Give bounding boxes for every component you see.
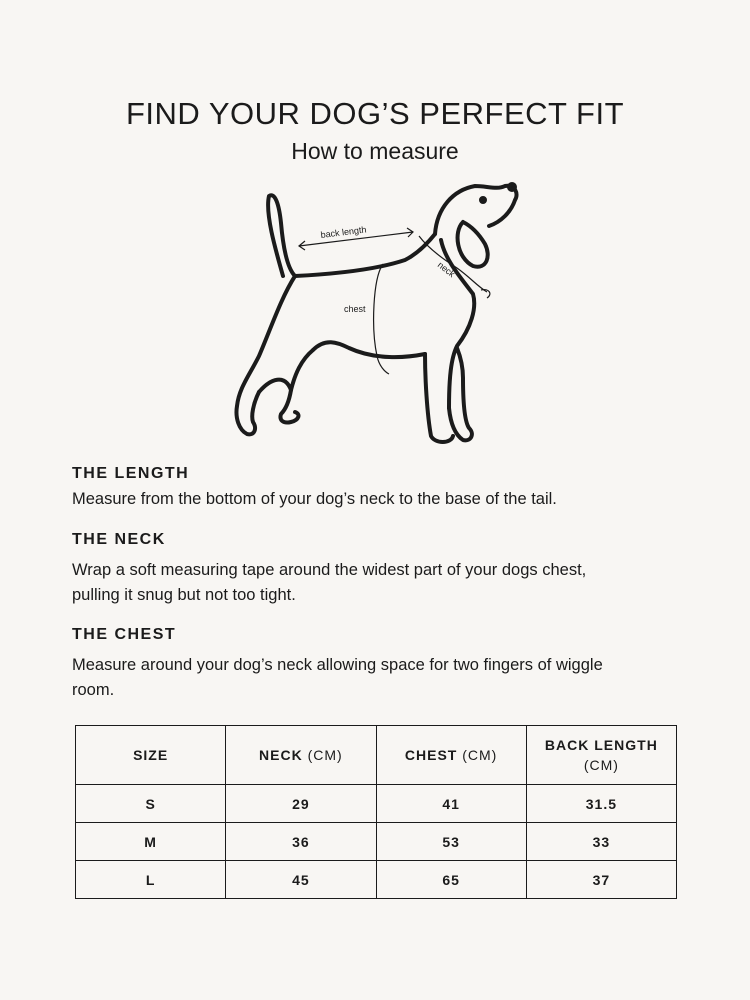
chest-cell: 41 [376, 785, 526, 823]
back-length-cell: 33 [526, 823, 676, 861]
header-chest [376, 726, 526, 785]
section-neck [72, 531, 632, 608]
header-unit: (CM) [462, 747, 498, 763]
back-length-cell: 37 [526, 861, 676, 899]
header-back-length [526, 726, 676, 785]
dog-tail [268, 195, 295, 276]
table-row [76, 823, 677, 861]
back-length-label: back length [320, 224, 367, 240]
dog-hind-leg [236, 276, 295, 434]
header-size [76, 726, 226, 785]
section-length [72, 465, 632, 512]
dog-belly [313, 342, 425, 357]
section-body: Measure from the bottom of your dog’s neck to the base of the tail. [72, 490, 557, 508]
header-label: BACK LENGTH [544, 737, 658, 753]
section-body: Wrap a soft measuring tape around the widest part of your dogs chest, pulling it snug but not too tight. [72, 561, 587, 604]
header-label: SIZE [133, 747, 169, 763]
section-heading: THE CHEST [72, 626, 177, 643]
dog-head [435, 186, 517, 234]
header-unit: (CM) [583, 757, 619, 773]
neck-label: neck [435, 259, 457, 280]
table-header-row [76, 726, 677, 785]
size-cell: M [76, 823, 226, 861]
neck-cell: 29 [226, 785, 376, 823]
dog-ear [458, 222, 488, 267]
table-row [76, 861, 677, 899]
page-subtitle: How to measure [291, 138, 459, 164]
back-length-cell: 31.5 [526, 785, 676, 823]
neck-cell: 45 [226, 861, 376, 899]
section-heading: THE NECK [72, 531, 166, 548]
chest-cell: 65 [376, 861, 526, 899]
dog-measuring-illustration [225, 178, 535, 450]
section-heading: THE LENGTH [72, 465, 190, 482]
dog-back [295, 234, 435, 276]
chest-label: chest [344, 304, 366, 314]
header-neck [226, 726, 376, 785]
dog-hind-leg-2 [280, 350, 313, 423]
header-label: NECK [259, 747, 303, 763]
section-body: Measure around your dog’s neck allowing space for two fingers of wiggle room. [72, 656, 603, 699]
size-chart-table [75, 725, 677, 899]
header-unit: (CM) [307, 747, 343, 763]
page-title: FIND YOUR DOG’S PERFECT FIT [125, 96, 625, 131]
chest-cell: 53 [376, 823, 526, 861]
size-cell: L [76, 861, 226, 899]
size-cell: S [76, 785, 226, 823]
table-row [76, 785, 677, 823]
neck-cell: 36 [226, 823, 376, 861]
section-chest [72, 626, 632, 703]
header-label: CHEST [404, 747, 458, 763]
